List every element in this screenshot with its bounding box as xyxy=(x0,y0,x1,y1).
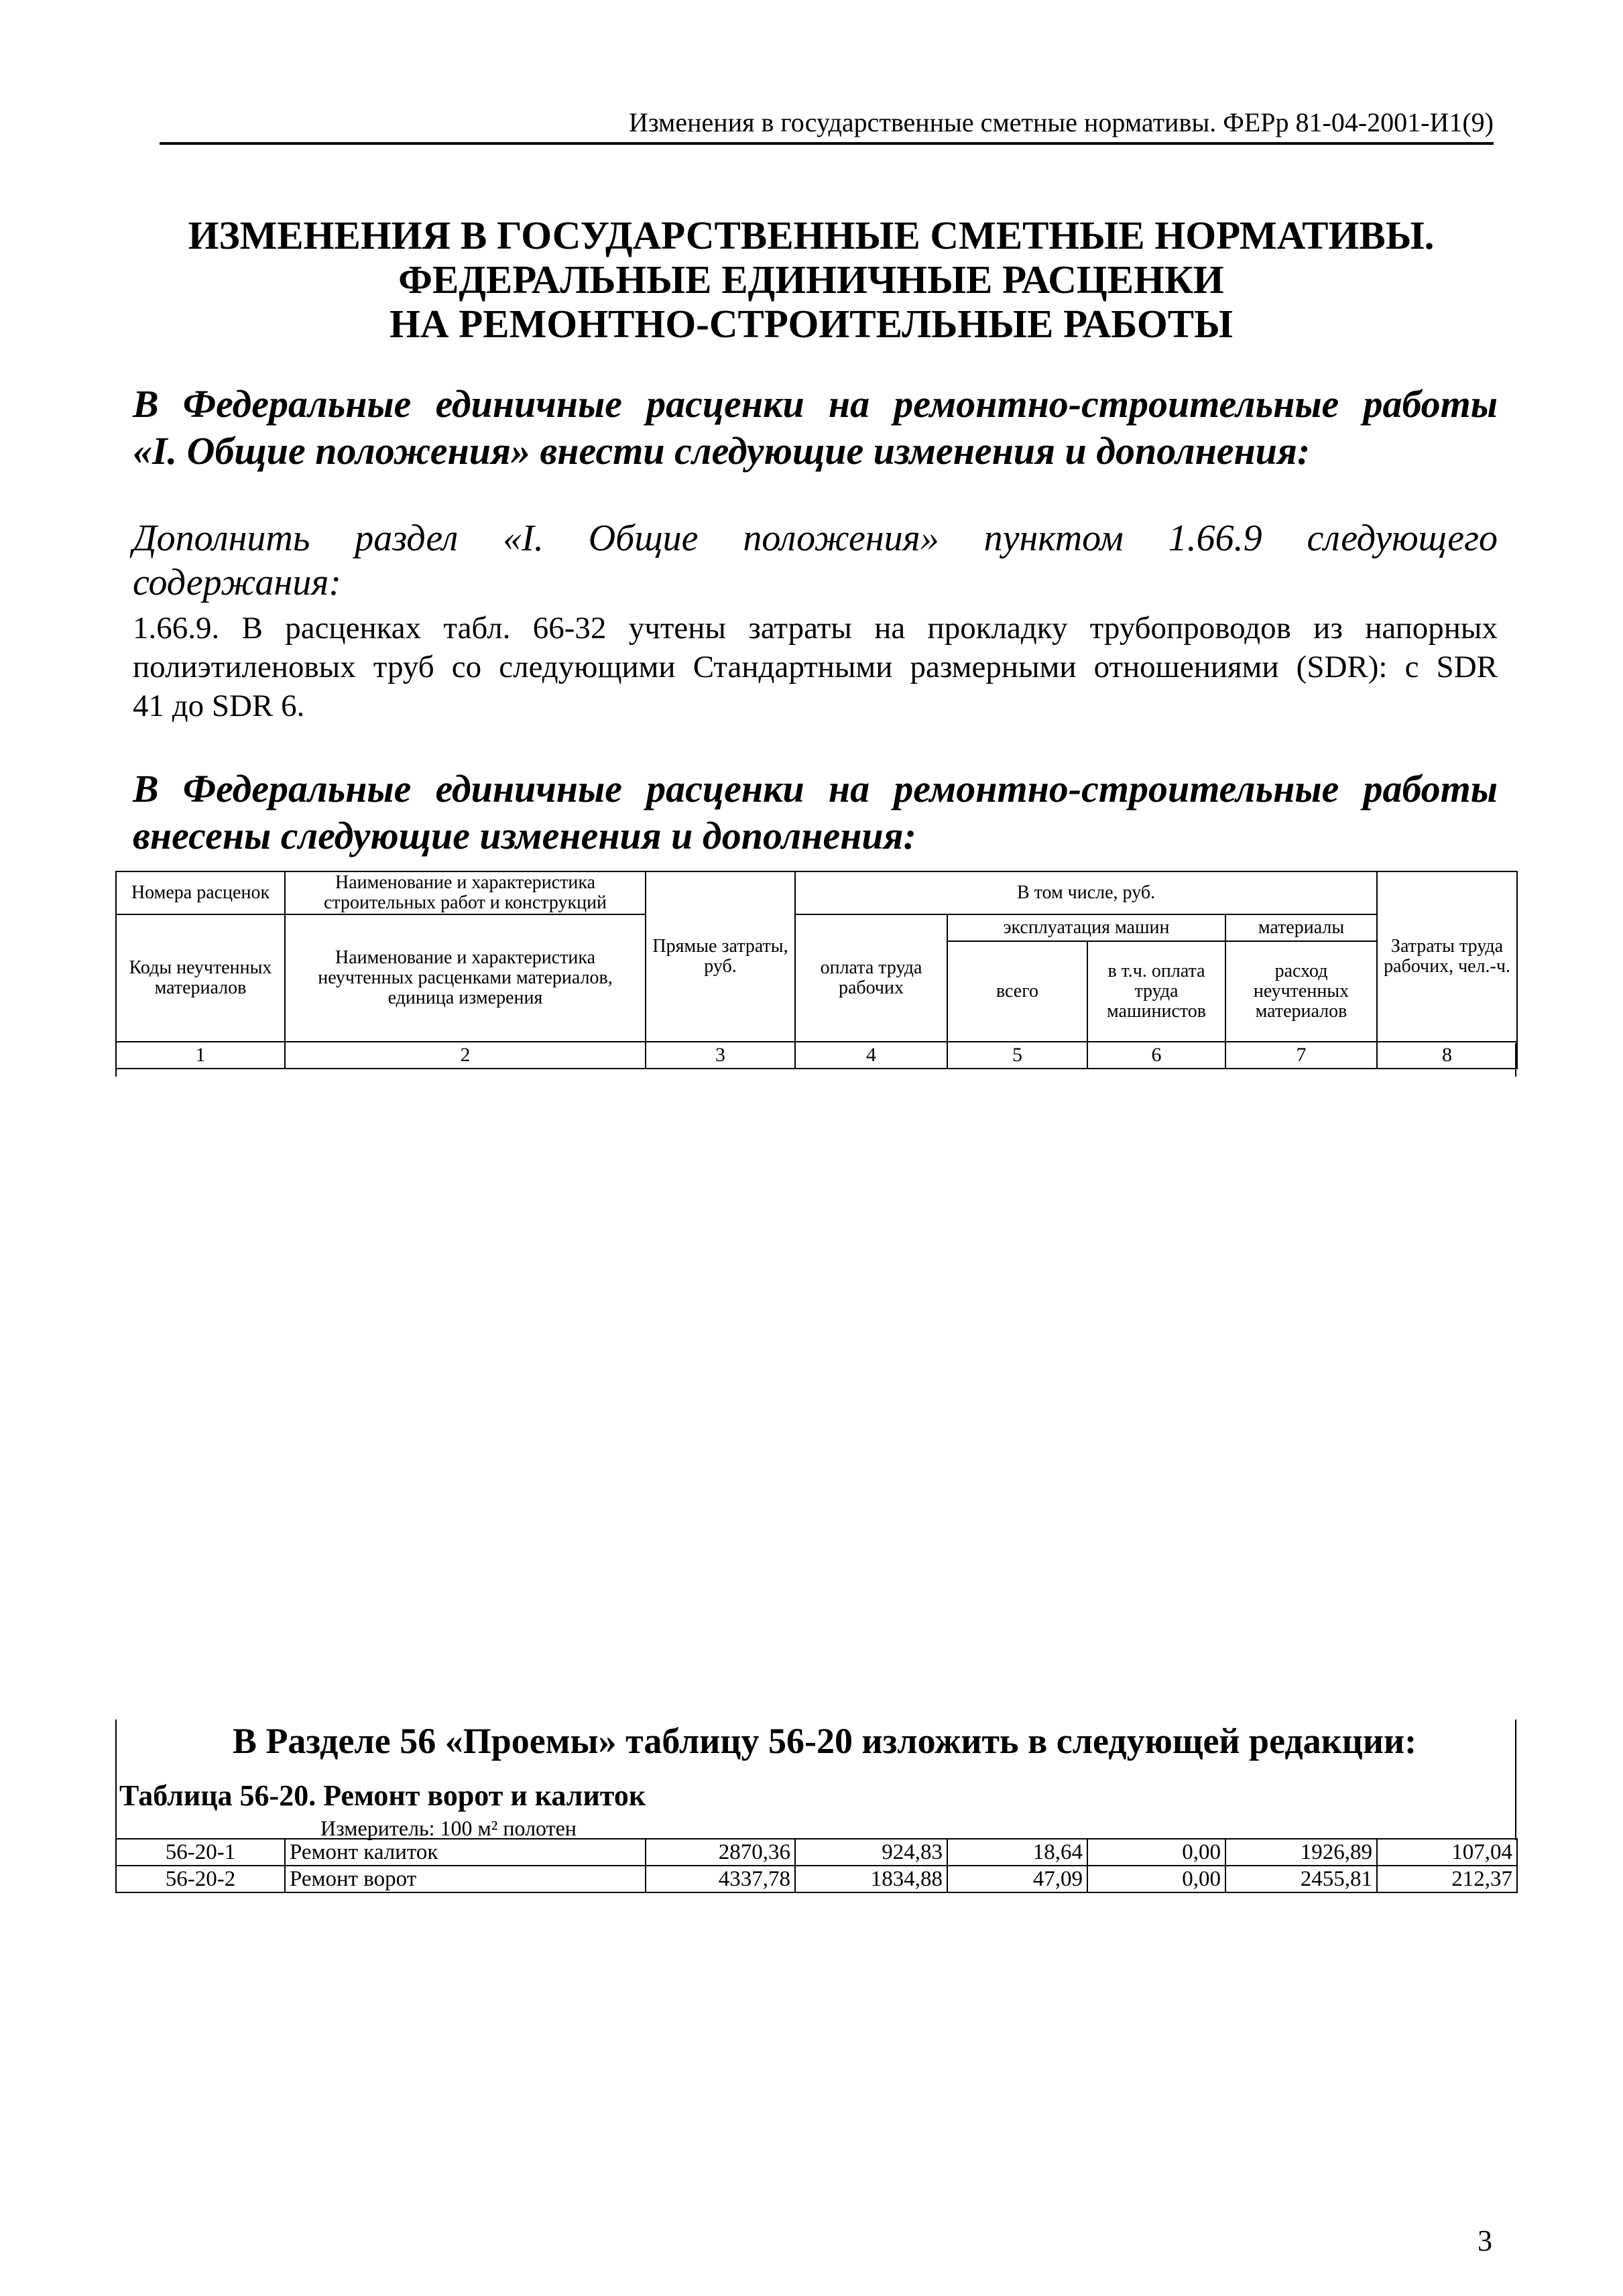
table-frame-left-bottom xyxy=(115,1719,117,1840)
section1-heading-line-1: В Федеральные единичные расценки на ремонтно-строительные работы xyxy=(133,382,1498,426)
table-frame-right-bottom xyxy=(1515,1719,1516,1840)
column-number-1: 1 xyxy=(116,1042,285,1069)
table-frame-left-top xyxy=(115,1043,117,1077)
title-line-3: НА РЕМОНТНО-СТРОИТЕЛЬНЫЕ РАБОТЫ xyxy=(389,302,1234,346)
machine-total: 18,64 xyxy=(947,1839,1087,1866)
instruction-line-1: Дополнить раздел «I. Общие положения» пунктом 1.66.9 следующего xyxy=(133,518,1498,559)
machinist-pay: 0,00 xyxy=(1087,1866,1225,1892)
table-unit: Измеритель: 100 м² полотен xyxy=(320,1816,577,1840)
machine-total: 47,09 xyxy=(947,1866,1087,1892)
section1-instruction xyxy=(133,516,1498,605)
labor-pay: 924,83 xyxy=(795,1839,947,1866)
labor-hours: 212,37 xyxy=(1377,1866,1517,1892)
header-direct-costs: Прямые затраты, руб. xyxy=(646,871,795,1042)
section2-heading xyxy=(133,766,1498,859)
header-materials: материалы xyxy=(1225,914,1377,941)
paragraph-line-2: полиэтиленовых труб со следующими Стандартными размерными отношениями (SDR): с SDR xyxy=(133,650,1498,684)
rates-table-header xyxy=(115,871,1518,1069)
direct-costs: 4337,78 xyxy=(646,1866,795,1892)
column-number-6: 6 xyxy=(1087,1042,1225,1069)
header-machine-total: всего xyxy=(947,941,1087,1042)
rate-code: 56-20-1 xyxy=(116,1839,285,1866)
direct-costs: 2870,36 xyxy=(646,1839,795,1866)
title-line-2: ФЕДЕРАЛЬНЫЕ ЕДИНИЧНЫЕ РАСЦЕНКИ xyxy=(398,257,1224,302)
column-number-8: 8 xyxy=(1377,1042,1517,1069)
column-number-2: 2 xyxy=(285,1042,646,1069)
rate-code: 56-20-2 xyxy=(116,1866,285,1892)
section2-heading-line-2: внесены следующие изменения и дополнения: xyxy=(133,814,916,857)
page-number: 3 xyxy=(1478,2224,1492,2257)
table-56-20-title: Таблица 56-20. Ремонт ворот и калиток xyxy=(119,1779,646,1812)
header-machine-operation: эксплуатация машин xyxy=(947,914,1225,941)
section1-paragraph xyxy=(133,609,1498,725)
labor-pay: 1834,88 xyxy=(795,1866,947,1892)
section2-heading-line-1: В Федеральные единичные расценки на ремонтно-строительные работы xyxy=(133,767,1498,810)
table-row xyxy=(116,1866,1517,1892)
column-number-5: 5 xyxy=(947,1042,1087,1069)
table-56-20 xyxy=(115,1838,1518,1893)
table-row xyxy=(116,1839,1517,1866)
header-materials-consumption: расход неучтенных материалов xyxy=(1225,941,1377,1042)
machinist-pay: 0,00 xyxy=(1087,1839,1225,1866)
paragraph-line-3: 41 до SDR 6. xyxy=(133,688,305,723)
header-labor-cost: Затраты труда рабочих, чел.-ч. xyxy=(1377,871,1517,1042)
header-material-name: Наименование и характеристика неучтенных расценками материалов, единица измерения xyxy=(285,914,646,1042)
paragraph-line-1: 1.66.9. В расценках табл. 66-32 учтены затраты на прокладку трубопроводов из напорных xyxy=(133,611,1498,646)
running-header: Изменения в государственные сметные нормативы. ФЕРр 81-04-2001-И1(9) xyxy=(160,106,1494,145)
header-labor-pay: оплата труда рабочих xyxy=(795,914,947,1042)
page-title xyxy=(114,213,1508,346)
table-frame-right-top xyxy=(1515,1043,1516,1077)
title-line-1: ИЗМЕНЕНИЯ В ГОСУДАРСТВЕННЫЕ СМЕТНЫЕ НОРМАТИВЫ. xyxy=(188,213,1435,257)
header-rate-numbers: Номера расценок xyxy=(116,871,285,914)
rate-name: Ремонт калиток xyxy=(285,1839,646,1866)
section1-heading xyxy=(133,381,1498,475)
header-material-codes: Коды неучтенных материалов xyxy=(116,914,285,1042)
column-number-4: 4 xyxy=(795,1042,947,1069)
column-number-3: 3 xyxy=(646,1042,795,1069)
materials: 1926,89 xyxy=(1225,1839,1377,1866)
section56-heading: В Разделе 56 «Проемы» таблицу 56-20 изложить в следующей редакции: xyxy=(232,1721,1417,1761)
header-machinist-pay: в т.ч. оплата труда машинистов xyxy=(1087,941,1225,1042)
header-work-name: Наименование и характеристика строительных работ и конструкций xyxy=(285,871,646,914)
header-including: В том числе, руб. xyxy=(795,871,1377,914)
materials: 2455,81 xyxy=(1225,1866,1377,1892)
instruction-line-2: содержания: xyxy=(133,562,342,603)
section1-heading-line-2: «I. Общие положения» внести следующие изменения и дополнения: xyxy=(133,429,1311,473)
rate-name: Ремонт ворот xyxy=(285,1866,646,1892)
labor-hours: 107,04 xyxy=(1377,1839,1517,1866)
column-number-7: 7 xyxy=(1225,1042,1377,1069)
